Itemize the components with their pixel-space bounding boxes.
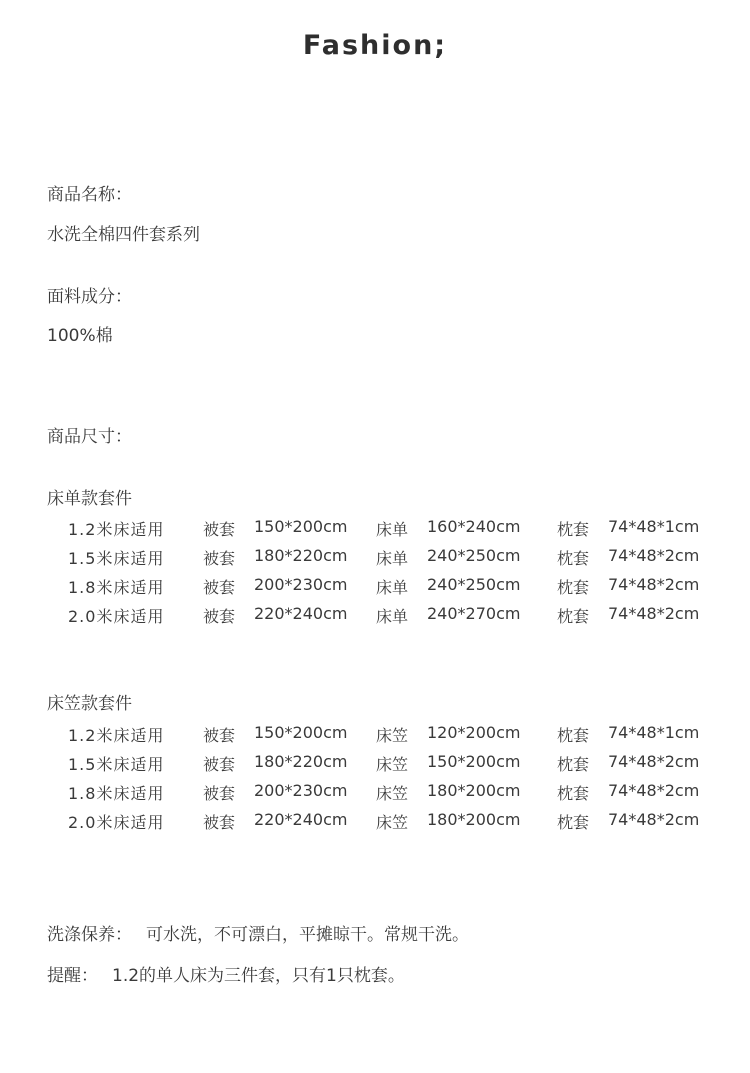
item-dimension: 120*200cm — [427, 723, 521, 742]
note-value: 1.2的单人床为三件套，只有1只枕套。 — [112, 966, 405, 986]
item-label: 枕套 — [557, 520, 590, 539]
table-row — [0, 575, 750, 601]
care-value: 可水洗，不可漂白，平摊晾干。常规干洗。 — [146, 925, 469, 945]
item-dimension: 200*230cm — [254, 575, 348, 594]
table-row — [0, 517, 750, 543]
item-label: 枕套 — [557, 607, 590, 626]
item-label: 被套 — [203, 813, 236, 832]
product-name-value: 水洗全棉四件套系列 — [47, 225, 200, 245]
fabric-label: 面料成分： — [47, 287, 132, 307]
item-label: 被套 — [203, 726, 236, 745]
bed-size: 2.0米床适用 — [68, 813, 165, 832]
item-dimension: 74*48*1cm — [608, 517, 700, 536]
note-line — [47, 961, 405, 986]
sheet-set-heading: 床单款套件 — [47, 489, 132, 509]
item-dimension: 74*48*1cm — [608, 723, 700, 742]
table-row — [0, 752, 750, 778]
bed-size: 1.8米床适用 — [68, 578, 165, 597]
item-label: 枕套 — [557, 726, 590, 745]
care-line — [47, 920, 469, 945]
note-label: 提醒： — [47, 966, 98, 986]
item-dimension: 180*220cm — [254, 752, 348, 771]
item-label: 床单 — [376, 520, 409, 539]
item-dimension: 74*48*2cm — [608, 604, 700, 623]
item-label: 枕套 — [557, 549, 590, 568]
item-dimension: 74*48*2cm — [608, 575, 700, 594]
item-dimension: 220*240cm — [254, 810, 348, 829]
item-label: 被套 — [203, 607, 236, 626]
item-dimension: 150*200cm — [427, 752, 521, 771]
item-label: 枕套 — [557, 784, 590, 803]
item-label: 床笠 — [376, 755, 409, 774]
item-label: 被套 — [203, 549, 236, 568]
item-dimension: 150*200cm — [254, 517, 348, 536]
item-label: 枕套 — [557, 813, 590, 832]
item-label: 被套 — [203, 578, 236, 597]
item-label: 床笠 — [376, 784, 409, 803]
item-dimension: 240*250cm — [427, 575, 521, 594]
bed-size: 1.5米床适用 — [68, 755, 165, 774]
fitted-set-heading: 床笠款套件 — [47, 694, 132, 714]
table-row — [0, 546, 750, 572]
item-label: 枕套 — [557, 578, 590, 597]
size-label: 商品尺寸： — [47, 427, 132, 447]
bed-size: 1.2米床适用 — [68, 520, 165, 539]
table-row — [0, 604, 750, 630]
bed-size: 1.2米床适用 — [68, 726, 165, 745]
item-dimension: 180*200cm — [427, 810, 521, 829]
item-label: 床单 — [376, 607, 409, 626]
table-row — [0, 781, 750, 807]
item-dimension: 74*48*2cm — [608, 752, 700, 771]
item-dimension: 180*220cm — [254, 546, 348, 565]
item-dimension: 200*230cm — [254, 781, 348, 800]
item-label: 枕套 — [557, 755, 590, 774]
table-row — [0, 810, 750, 836]
item-label: 被套 — [203, 520, 236, 539]
product-name-label: 商品名称： — [47, 185, 132, 205]
table-row — [0, 723, 750, 749]
item-dimension: 150*200cm — [254, 723, 348, 742]
item-dimension: 74*48*2cm — [608, 546, 700, 565]
item-label: 被套 — [203, 784, 236, 803]
item-label: 床笠 — [376, 726, 409, 745]
item-label: 床单 — [376, 578, 409, 597]
bed-size: 1.5米床适用 — [68, 549, 165, 568]
item-dimension: 74*48*2cm — [608, 781, 700, 800]
item-dimension: 160*240cm — [427, 517, 521, 536]
bed-size: 2.0米床适用 — [68, 607, 165, 626]
item-dimension: 180*200cm — [427, 781, 521, 800]
item-dimension: 74*48*2cm — [608, 810, 700, 829]
fabric-value: 100%棉 — [47, 326, 113, 346]
item-dimension: 220*240cm — [254, 604, 348, 623]
page-title: Fashion; — [302, 30, 448, 61]
bed-size: 1.8米床适用 — [68, 784, 165, 803]
item-label: 床单 — [376, 549, 409, 568]
item-dimension: 240*250cm — [427, 546, 521, 565]
item-dimension: 240*270cm — [427, 604, 521, 623]
item-label: 被套 — [203, 755, 236, 774]
item-label: 床笠 — [376, 813, 409, 832]
care-label: 洗涤保养： — [47, 925, 132, 945]
